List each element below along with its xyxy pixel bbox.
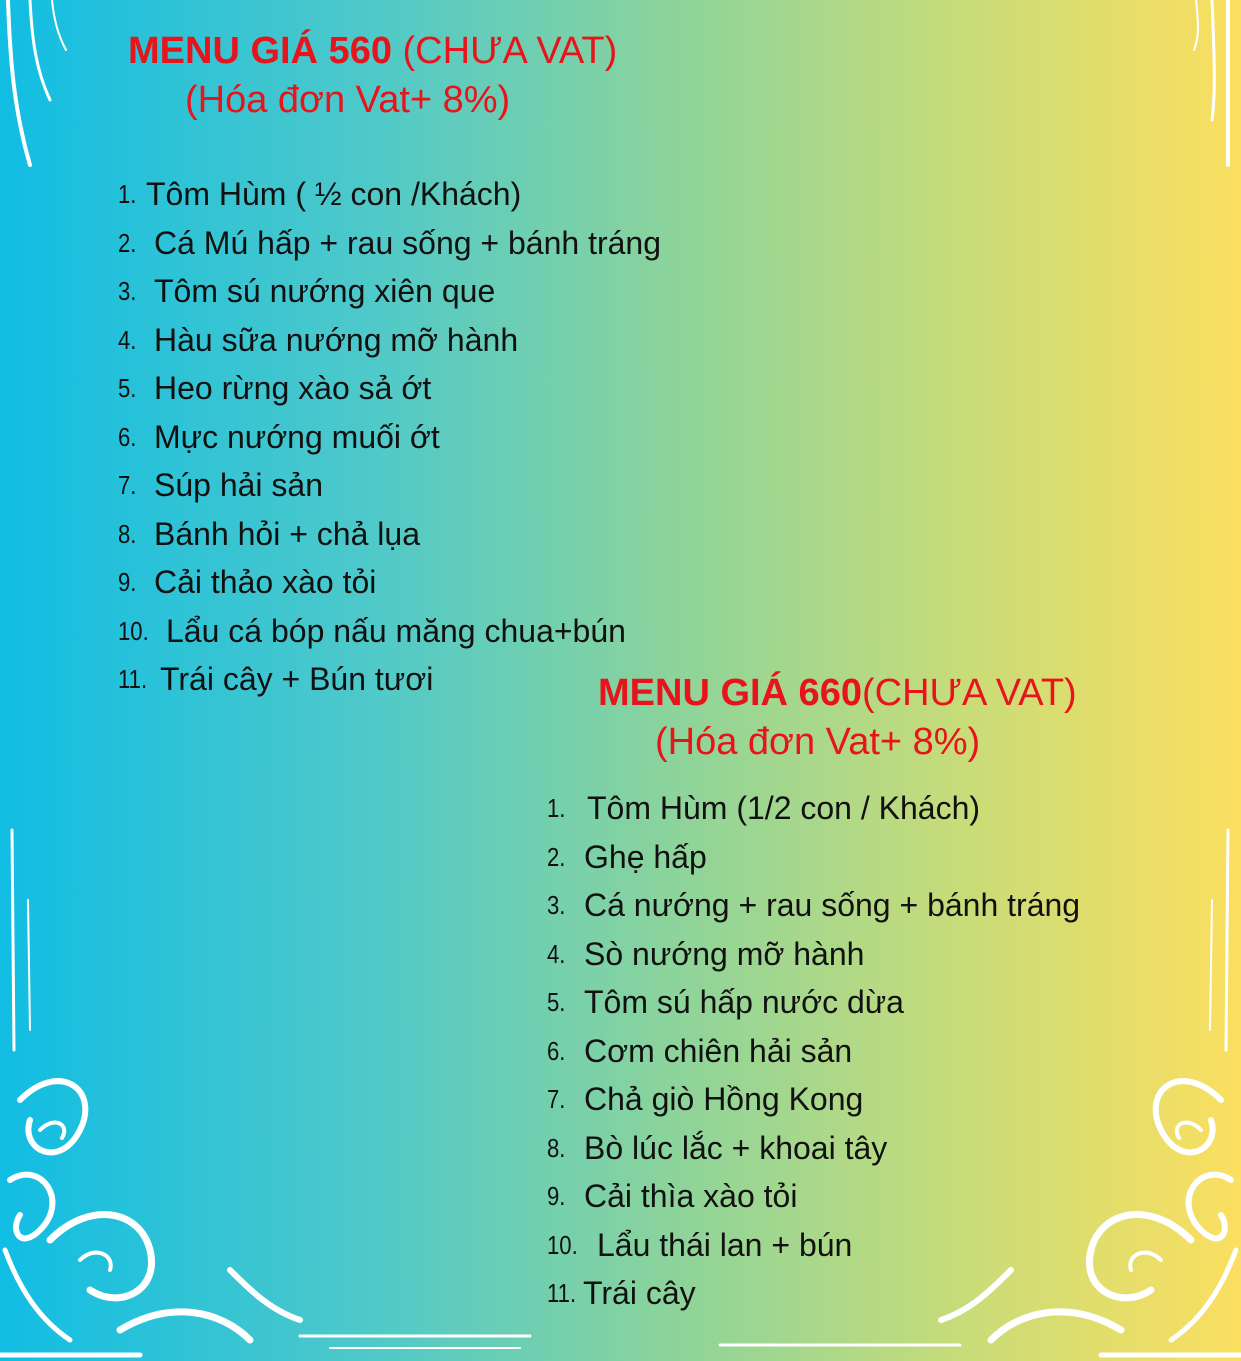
item-text: Hàu sữa nướng mỡ hành xyxy=(154,321,519,358)
menu-560-title xyxy=(128,32,617,70)
menu-560-vat-note: (Hóa đơn Vat+ 8%) xyxy=(185,79,511,121)
list-item xyxy=(118,267,661,316)
item-number: 2. xyxy=(118,227,137,258)
item-number: 7. xyxy=(118,470,137,500)
item-number: 1. xyxy=(547,793,566,823)
item-text: Bò lúc lắc + khoai tây xyxy=(584,1129,888,1166)
item-number: 10. xyxy=(118,615,149,646)
menu-660-title-vat: (CHƯA VAT) xyxy=(861,672,1077,714)
item-number: 1. xyxy=(118,179,137,209)
item-text: Bánh hỏi + chả lụa xyxy=(154,515,420,552)
item-number: 11. xyxy=(547,1278,577,1308)
item-text: Sò nướng mỡ hành xyxy=(584,935,865,972)
item-text: Lẩu cá bóp nấu măng chua+bún xyxy=(166,612,626,649)
item-text: Tôm Hùm ( ½ con /Khách) xyxy=(146,176,522,212)
item-text: Cải thảo xào tỏi xyxy=(154,564,377,600)
item-text: Trái cây xyxy=(583,1275,696,1311)
item-text: Súp hải sản xyxy=(154,467,324,503)
item-number: 8. xyxy=(118,518,137,549)
item-number: 8. xyxy=(547,1132,566,1163)
list-item xyxy=(547,1269,1080,1318)
item-text: Lẩu thái lan + bún xyxy=(597,1226,853,1263)
list-item xyxy=(547,1172,1080,1221)
item-number: 6. xyxy=(547,1035,566,1066)
item-text: Tôm sú nướng xiên que xyxy=(154,273,496,309)
item-text: Ghẹ hấp xyxy=(584,838,707,875)
item-number: 3. xyxy=(547,890,566,920)
list-item xyxy=(547,930,1080,979)
list-item xyxy=(547,1075,1080,1124)
menu-560-list xyxy=(118,170,661,704)
item-number: 5. xyxy=(547,987,566,1017)
item-text: Chả giò Hồng Kong xyxy=(584,1081,864,1117)
list-item xyxy=(118,461,661,510)
item-text: Cải thìa xào tỏi xyxy=(584,1178,798,1214)
item-number: 4. xyxy=(118,324,137,355)
item-text: Cơm chiên hải sản xyxy=(584,1032,853,1069)
list-item xyxy=(547,978,1080,1027)
item-number: 9. xyxy=(547,1181,566,1211)
item-number: 10. xyxy=(547,1229,578,1260)
item-text: Tôm Hùm (1/2 con / Khách) xyxy=(587,790,981,826)
item-number: 5. xyxy=(118,373,137,403)
item-number: 3. xyxy=(118,276,137,306)
list-item xyxy=(547,1221,1080,1270)
menu-660-vat-note: (Hóa đơn Vat+ 8%) xyxy=(655,721,981,763)
list-item xyxy=(118,558,661,607)
list-item xyxy=(118,655,661,704)
list-item xyxy=(118,607,661,656)
list-item xyxy=(547,833,1080,882)
item-text: Cá nướng + rau sống + bánh tráng xyxy=(584,887,1081,923)
menu-660-title-bold: MENU GIÁ 660 xyxy=(598,672,862,714)
item-text: Trái cây + Bún tươi xyxy=(160,661,434,697)
menu-660-list xyxy=(547,784,1080,1318)
item-text: Heo rừng xào sả ớt xyxy=(154,370,432,406)
menu-560-title-vat: (CHƯA VAT) xyxy=(391,30,618,72)
item-number: 9. xyxy=(118,567,137,597)
list-item xyxy=(118,170,661,219)
list-item xyxy=(118,316,661,365)
list-item xyxy=(547,1124,1080,1173)
list-item xyxy=(547,881,1080,930)
item-number: 4. xyxy=(547,938,566,969)
list-item xyxy=(118,413,661,462)
item-text: Cá Mú hấp + rau sống + bánh tráng xyxy=(154,224,662,261)
list-item xyxy=(118,219,661,268)
item-number: 7. xyxy=(547,1084,566,1114)
item-text: Tôm sú hấp nước dừa xyxy=(584,984,904,1020)
item-number: 6. xyxy=(118,421,137,452)
menu-560-title-bold: MENU GIÁ 560 xyxy=(128,30,392,72)
item-number: 2. xyxy=(547,841,566,872)
list-item xyxy=(547,1027,1080,1076)
item-number: 11. xyxy=(118,664,148,694)
list-item xyxy=(547,784,1080,833)
list-item xyxy=(118,510,661,559)
list-item xyxy=(118,364,661,413)
menu-660-title xyxy=(598,674,1077,712)
item-text: Mực nướng muối ớt xyxy=(154,418,440,455)
